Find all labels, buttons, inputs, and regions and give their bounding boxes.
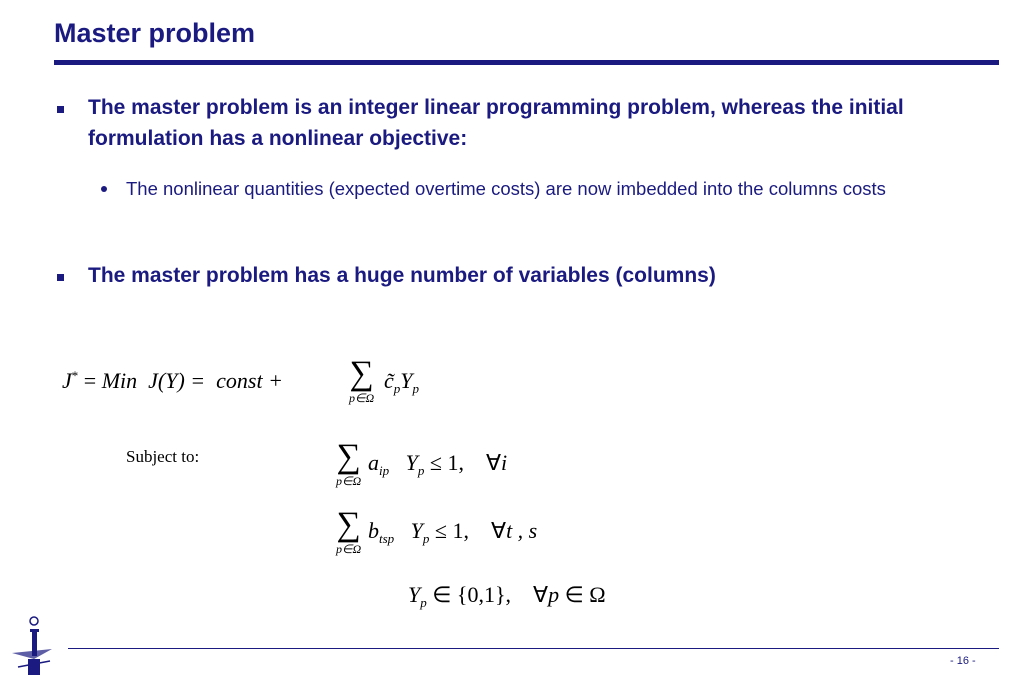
- subject-to-label: Subject to:: [126, 447, 200, 466]
- institution-logo-icon: [8, 615, 56, 679]
- constraint-1-sum: ∑ p∈Ω: [336, 438, 362, 488]
- sum-symbol-icon: ∑: [349, 355, 374, 392]
- title-divider: [54, 60, 999, 65]
- constraint-1: $a_{ip}$ $Y_p \le 1$, ∀i: [368, 450, 508, 478]
- constraint-2: $b_{tsp}$ $Y_p \le 1$, ∀t , s: [368, 518, 538, 546]
- sum-symbol-icon: ∑: [336, 506, 361, 543]
- bullet-2-text: The master problem has a huge number of variables (columns): [88, 264, 716, 287]
- square-bullet-icon: [57, 274, 64, 281]
- footer-divider: [68, 648, 999, 649]
- dot-bullet-icon: [101, 186, 107, 192]
- page-number: - 16 -: [950, 655, 976, 667]
- slide-title: Master problem: [54, 18, 256, 48]
- constraint-2-sum: ∑ p∈Ω: [336, 506, 362, 556]
- objective-sum: ∑ p∈Ω: [349, 355, 375, 405]
- sum-symbol-icon: ∑: [336, 438, 361, 475]
- square-bullet-icon: [57, 106, 64, 113]
- sub-bullet-1-text: The nonlinear quantities (expected overtime costs) are now imbedded into the columns costs: [126, 178, 886, 199]
- bullet-1-text: The master problem is an integer linear programming problem, whereas the initial formulation has a nonlinear objective:: [88, 96, 904, 150]
- constraint-3: $Y_p$ ∈ {0,1}, ∀p ∈ Ω: [408, 582, 606, 610]
- objective-function: J* = Min J(Y) = const +: [62, 368, 283, 393]
- objective-term: $c̃_pY_p$: [384, 368, 420, 396]
